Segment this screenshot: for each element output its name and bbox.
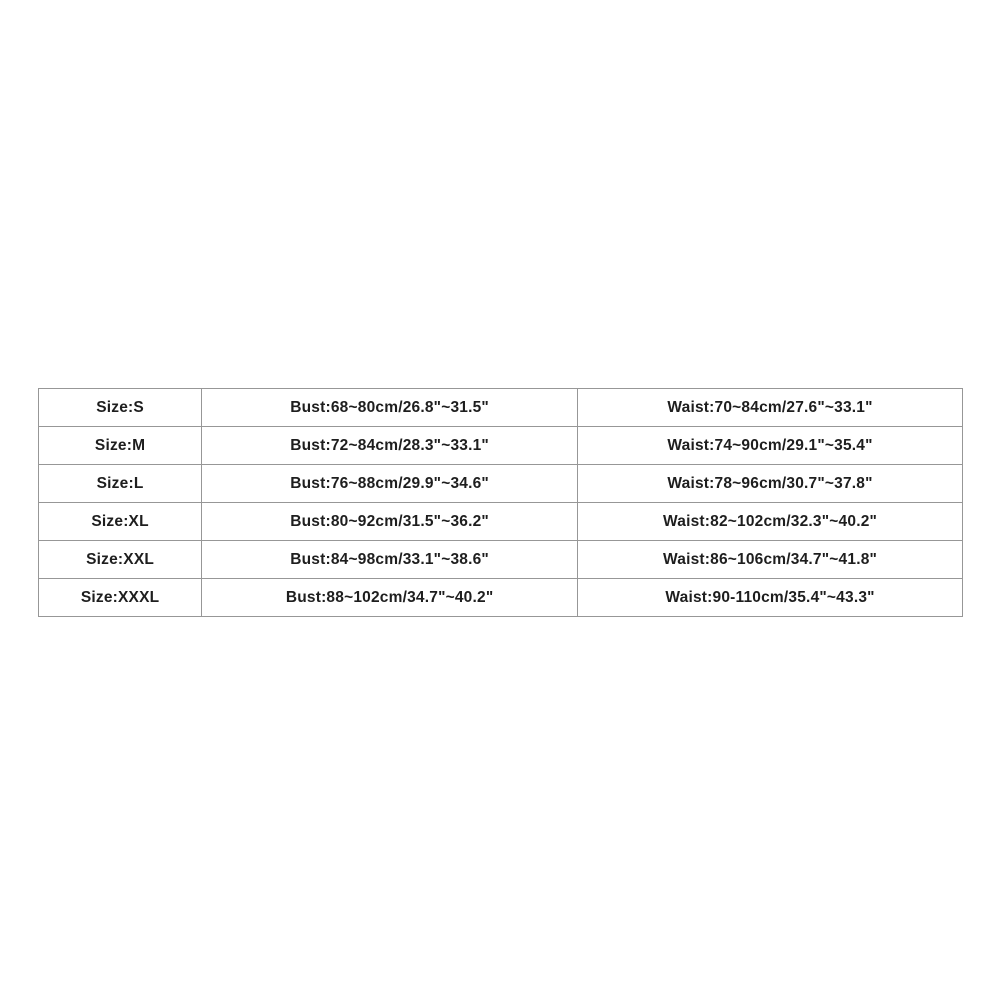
size-chart-body	[39, 389, 963, 617]
waist-cell: Waist:78~96cm/30.7"~37.8"	[578, 465, 963, 503]
size-chart-table	[38, 388, 963, 617]
table-row	[39, 541, 963, 579]
table-row	[39, 389, 963, 427]
size-cell: Size:XL	[39, 503, 202, 541]
waist-cell: Waist:86~106cm/34.7"~41.8"	[578, 541, 963, 579]
table-row	[39, 427, 963, 465]
table-row	[39, 579, 963, 617]
size-cell: Size:M	[39, 427, 202, 465]
size-cell: Size:S	[39, 389, 202, 427]
table-row	[39, 503, 963, 541]
bust-cell: Bust:84~98cm/33.1"~38.6"	[202, 541, 578, 579]
waist-cell: Waist:70~84cm/27.6"~33.1"	[578, 389, 963, 427]
size-cell: Size:XXXL	[39, 579, 202, 617]
table-row	[39, 465, 963, 503]
waist-cell: Waist:90-110cm/35.4"~43.3"	[578, 579, 963, 617]
bust-cell: Bust:68~80cm/26.8"~31.5"	[202, 389, 578, 427]
bust-cell: Bust:80~92cm/31.5"~36.2"	[202, 503, 578, 541]
waist-cell: Waist:82~102cm/32.3"~40.2"	[578, 503, 963, 541]
waist-cell: Waist:74~90cm/29.1"~35.4"	[578, 427, 963, 465]
size-cell: Size:XXL	[39, 541, 202, 579]
bust-cell: Bust:88~102cm/34.7"~40.2"	[202, 579, 578, 617]
bust-cell: Bust:76~88cm/29.9"~34.6"	[202, 465, 578, 503]
size-chart-container	[38, 388, 963, 617]
size-cell: Size:L	[39, 465, 202, 503]
bust-cell: Bust:72~84cm/28.3"~33.1"	[202, 427, 578, 465]
